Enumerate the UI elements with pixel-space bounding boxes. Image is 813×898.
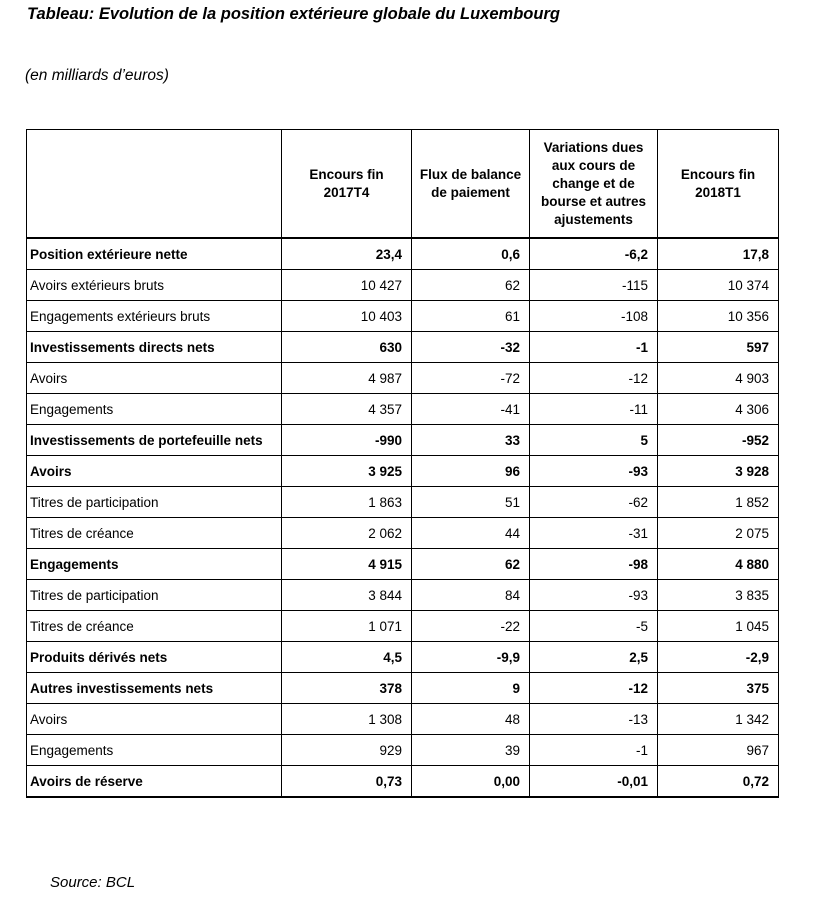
table-title: Tableau: Evolution de la position extérieure globale du Luxembourg: [27, 5, 560, 23]
header-flux: Flux de balance de paiement: [412, 130, 530, 239]
table-header: [27, 130, 779, 239]
table-row: [27, 363, 779, 394]
row-value: 967: [658, 735, 779, 766]
row-value: -2,9: [658, 642, 779, 673]
row-value: -1: [530, 735, 658, 766]
row-value: -990: [282, 425, 412, 456]
row-value: 0,00: [412, 766, 530, 798]
row-value: -13: [530, 704, 658, 735]
header-row: [27, 130, 779, 239]
row-value: 2,5: [530, 642, 658, 673]
row-value: 17,8: [658, 238, 779, 270]
row-value: 1 045: [658, 611, 779, 642]
row-label: Avoirs extérieurs bruts: [27, 270, 282, 301]
row-value: 23,4: [282, 238, 412, 270]
row-value: 4 306: [658, 394, 779, 425]
row-value: 44: [412, 518, 530, 549]
table-row: [27, 611, 779, 642]
row-value: 3 844: [282, 580, 412, 611]
table-row: [27, 580, 779, 611]
unit-note: (en milliards d’euros): [25, 67, 169, 84]
row-label: Engagements: [27, 394, 282, 425]
row-value: -5: [530, 611, 658, 642]
table-row: [27, 238, 779, 270]
row-value: 597: [658, 332, 779, 363]
row-value: 96: [412, 456, 530, 487]
row-value: 10 427: [282, 270, 412, 301]
header-encours-2018t1: Encours fin 2018T1: [658, 130, 779, 239]
row-label: Investissements de portefeuille nets: [27, 425, 282, 456]
table-body: [27, 238, 779, 797]
header-encours-2017t4: Encours fin 2017T4: [282, 130, 412, 239]
row-value: -93: [530, 580, 658, 611]
row-value: 1 071: [282, 611, 412, 642]
row-value: 51: [412, 487, 530, 518]
row-value: 5: [530, 425, 658, 456]
row-value: -62: [530, 487, 658, 518]
row-value: 3 835: [658, 580, 779, 611]
row-label: Position extérieure nette: [27, 238, 282, 270]
row-value: 3 928: [658, 456, 779, 487]
row-label: Titres de créance: [27, 611, 282, 642]
row-value: 48: [412, 704, 530, 735]
row-value: 2 075: [658, 518, 779, 549]
row-label: Titres de participation: [27, 580, 282, 611]
row-value: 3 925: [282, 456, 412, 487]
row-label: Titres de créance: [27, 518, 282, 549]
row-value: 9: [412, 673, 530, 704]
row-value: 10 374: [658, 270, 779, 301]
row-label: Engagements: [27, 549, 282, 580]
row-label: Avoirs: [27, 456, 282, 487]
row-label: Avoirs: [27, 363, 282, 394]
row-value: 62: [412, 549, 530, 580]
table-row: [27, 518, 779, 549]
row-value: 39: [412, 735, 530, 766]
row-value: 0,73: [282, 766, 412, 798]
row-value: 4,5: [282, 642, 412, 673]
row-value: 0,6: [412, 238, 530, 270]
row-value: 4 987: [282, 363, 412, 394]
row-value: -22: [412, 611, 530, 642]
header-variations: Variations dues aux cours de change et de bourse et autres ajustements: [530, 130, 658, 239]
table-row: [27, 673, 779, 704]
row-value: -952: [658, 425, 779, 456]
row-value: 0,72: [658, 766, 779, 798]
row-value: 84: [412, 580, 530, 611]
row-label: Engagements extérieurs bruts: [27, 301, 282, 332]
row-value: -12: [530, 673, 658, 704]
table-row: [27, 425, 779, 456]
row-value: -0,01: [530, 766, 658, 798]
position-table: [26, 129, 779, 798]
row-value: 1 863: [282, 487, 412, 518]
row-value: 61: [412, 301, 530, 332]
row-value: -93: [530, 456, 658, 487]
row-value: -6,2: [530, 238, 658, 270]
table-row: [27, 549, 779, 580]
table-row: [27, 332, 779, 363]
table-row: [27, 394, 779, 425]
table-row: [27, 735, 779, 766]
table-row: [27, 301, 779, 332]
row-value: 378: [282, 673, 412, 704]
row-value: -115: [530, 270, 658, 301]
row-value: 4 357: [282, 394, 412, 425]
table-row: [27, 766, 779, 798]
row-value: 4 915: [282, 549, 412, 580]
row-value: 1 852: [658, 487, 779, 518]
row-label: Engagements: [27, 735, 282, 766]
row-label: Investissements directs nets: [27, 332, 282, 363]
row-value: 630: [282, 332, 412, 363]
row-value: 62: [412, 270, 530, 301]
row-value: 33: [412, 425, 530, 456]
row-value: 375: [658, 673, 779, 704]
row-label: Produits dérivés nets: [27, 642, 282, 673]
row-value: -12: [530, 363, 658, 394]
table-row: [27, 642, 779, 673]
row-value: 10 403: [282, 301, 412, 332]
row-value: 2 062: [282, 518, 412, 549]
source-note: Source: BCL: [50, 874, 136, 891]
row-value: 4 880: [658, 549, 779, 580]
row-value: 1 308: [282, 704, 412, 735]
header-label-column: [27, 130, 282, 239]
row-value: -32: [412, 332, 530, 363]
row-value: 10 356: [658, 301, 779, 332]
row-value: -31: [530, 518, 658, 549]
row-value: 929: [282, 735, 412, 766]
row-value: -108: [530, 301, 658, 332]
row-label: Autres investissements nets: [27, 673, 282, 704]
row-value: -11: [530, 394, 658, 425]
row-value: -72: [412, 363, 530, 394]
row-label: Titres de participation: [27, 487, 282, 518]
row-label: Avoirs de réserve: [27, 766, 282, 798]
table-row: [27, 270, 779, 301]
row-value: -41: [412, 394, 530, 425]
row-value: 4 903: [658, 363, 779, 394]
table-row: [27, 456, 779, 487]
row-label: Avoirs: [27, 704, 282, 735]
table-row: [27, 704, 779, 735]
row-value: -9,9: [412, 642, 530, 673]
table-row: [27, 487, 779, 518]
row-value: -98: [530, 549, 658, 580]
row-value: -1: [530, 332, 658, 363]
row-value: 1 342: [658, 704, 779, 735]
